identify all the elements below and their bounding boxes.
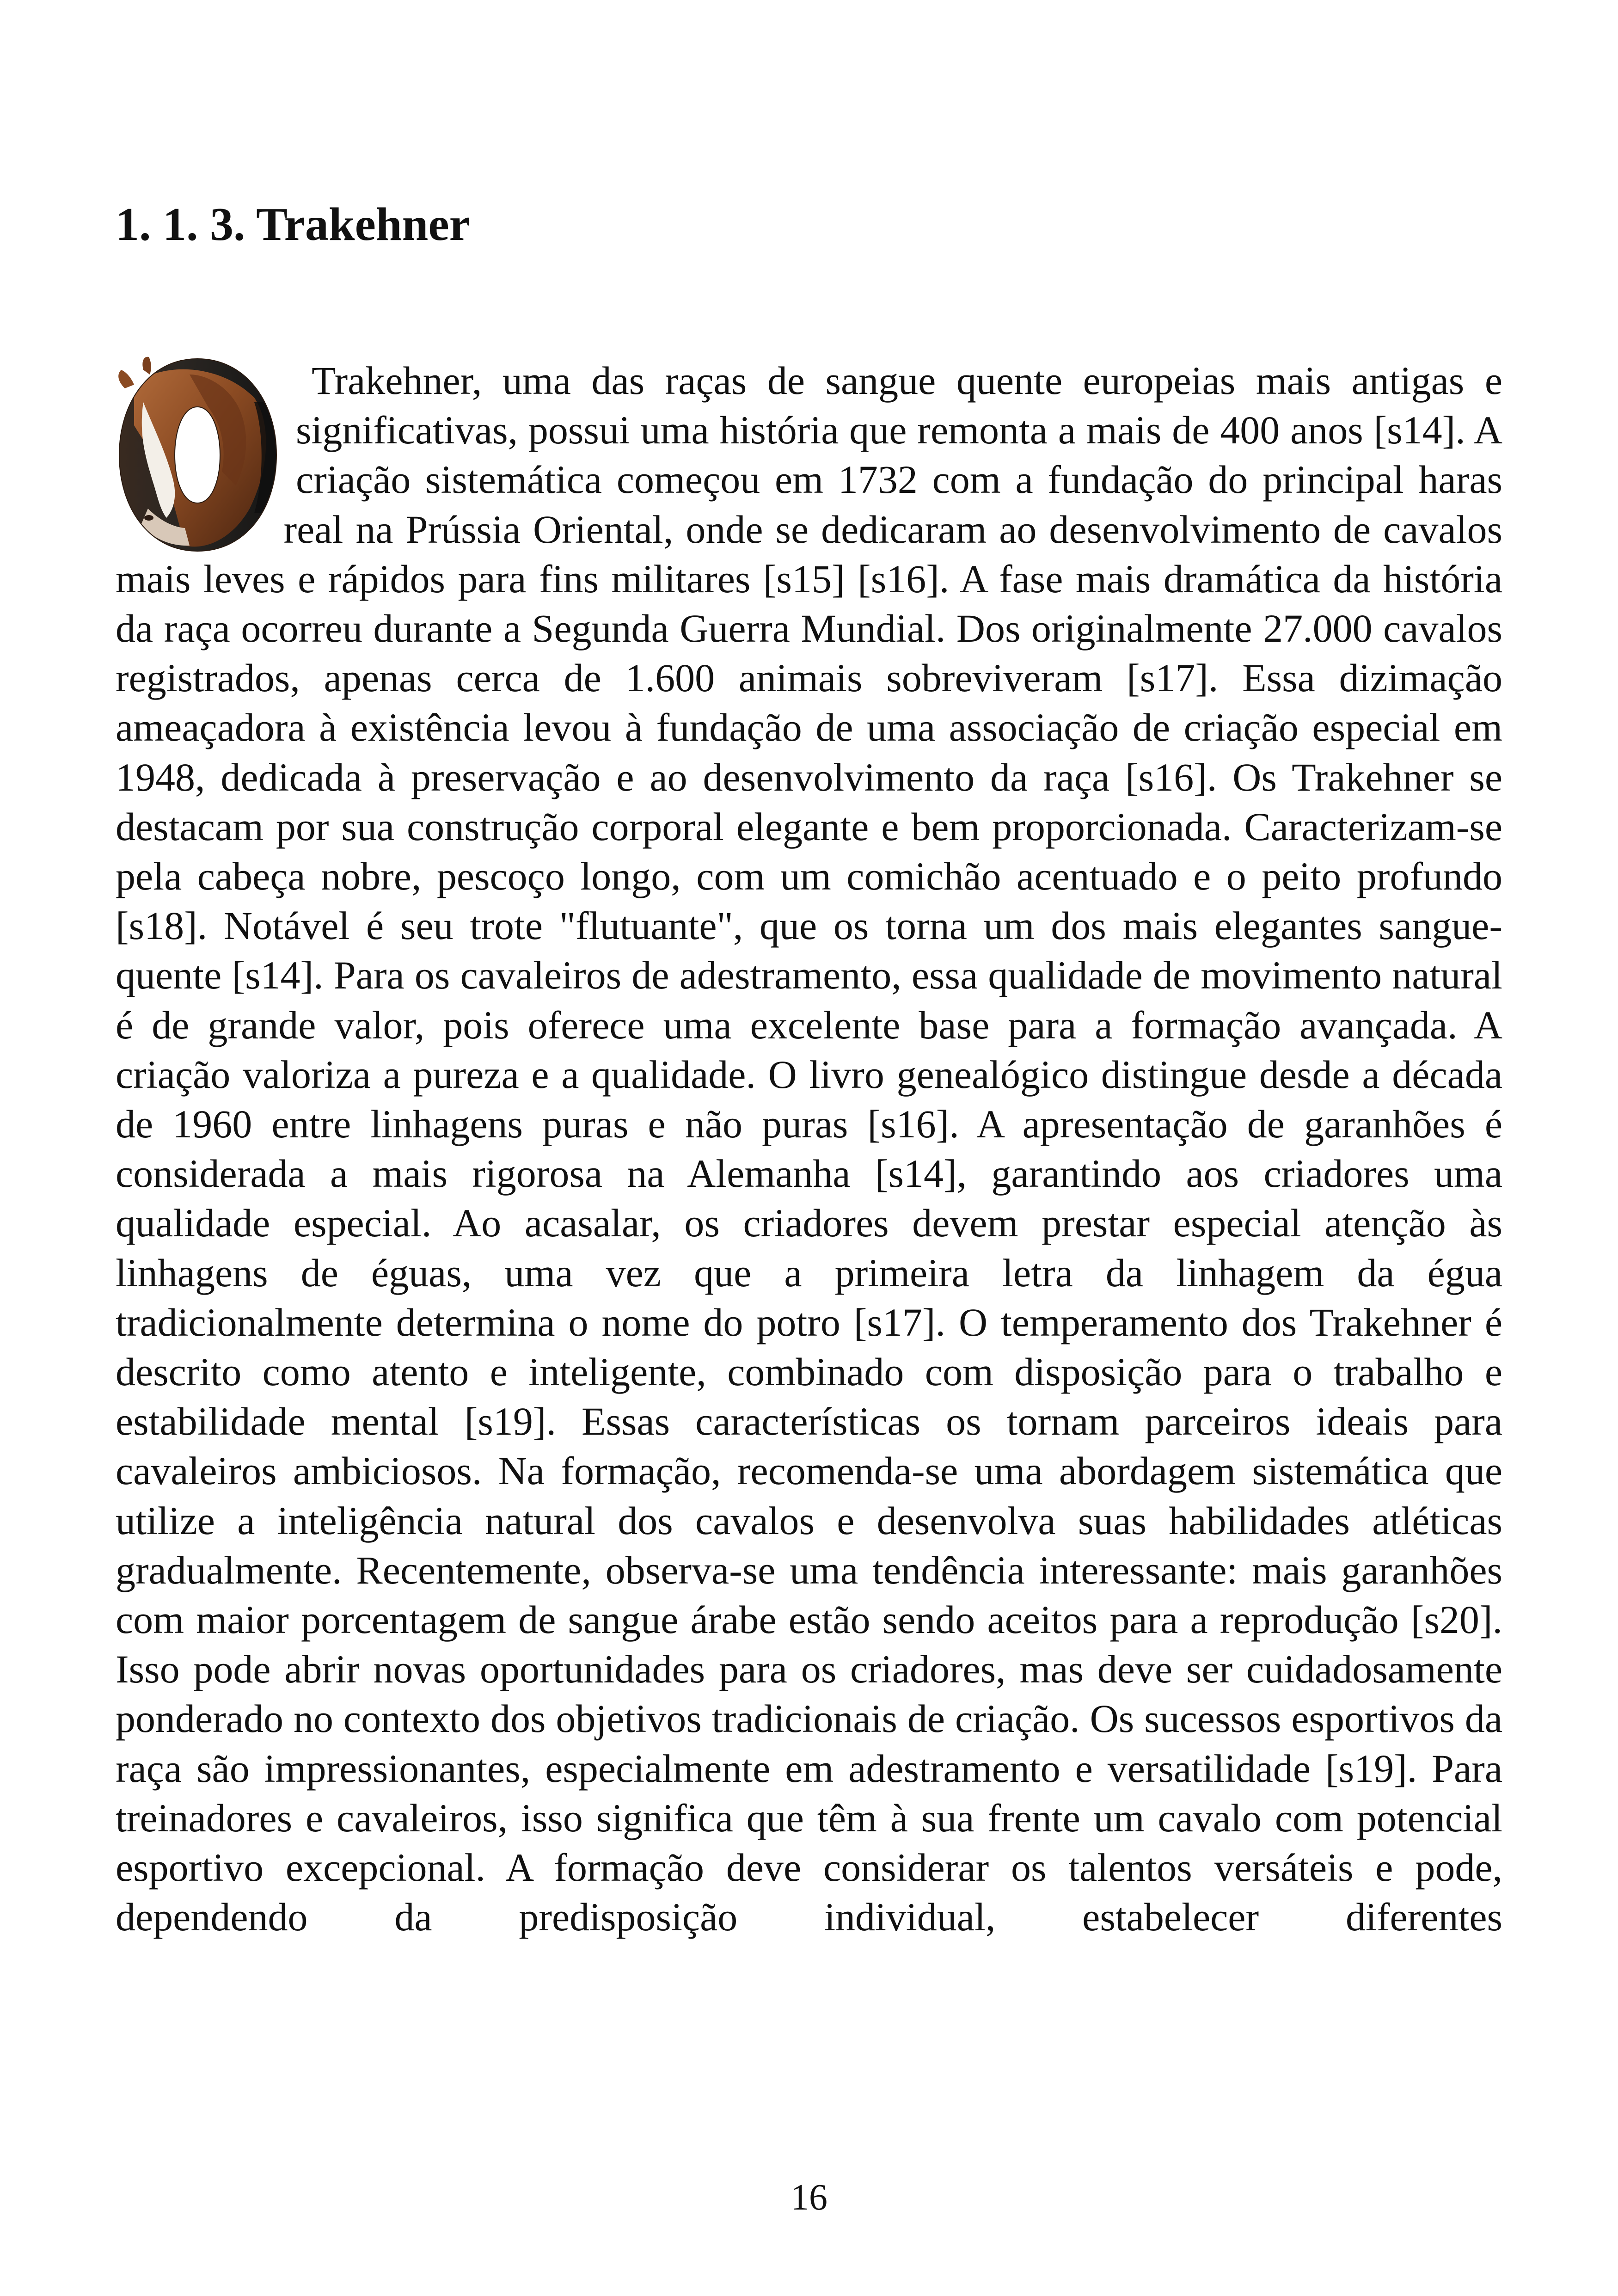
horse-head-icon [116,356,280,554]
drop-cap-ring [116,356,280,554]
body-paragraph [116,356,1502,1942]
page-number: 16 [791,2177,827,2218]
section-heading: 1. 1. 3. Trakehner [116,198,470,251]
drop-cap-letter-o [116,356,280,554]
body-text: Trakehner, uma das raças de sangue quente europeias mais antigas e significativas, possui uma história que remonta a mais de 400 anos [s14]. A criação sistemática começou em 1732 com a fundação do principal haras real na Prússia Oriental, onde se dedicaram ao desenvolvimento de cavalos mais leves e rápidos para fins militares [s15] [s16]. A fase mais dramática da história da raça ocorreu durante a Segunda Guerra Mundial. Dos originalmente 27.000 cavalos registrados, apenas cerca de 1.600 animais sobreviveram [s17]. Essa dizimação ameaçadora à existência levou à fundação de uma associação de criação especial em 1948, dedicada à preservação e ao desenvolvimento da raça [s16]. Os Trakehner se destacam por sua construção corporal elegante e bem proporcionada. Caracterizam-se pela cabeça nobre, pescoço longo, com um comichão acentuado e o peito profundo [s18]. Notável é seu trote "flutuante", que os torna um dos mais elegantes sangue-quente [s14]. Para os cavaleiros de adestramento, essa qualidade de movimento natural é de grande valor, pois oferece uma excelente base para a formação avançada. A criação valoriza a pureza e a qualidade. O livro genealógico distingue desde a década de 1960 entre linhagens puras e não puras [s16]. A apresentação de garanhões é considerada a mais rigorosa na Alemanha [s14], garantindo aos criadores uma qualidade especial. Ao acasalar, os criadores devem prestar especial atenção às linhagens de éguas, uma vez que a primeira letra da linhagem da égua tradicionalmente determina o nome do potro [s17]. O temperamento dos Trakehner é descrito como atento e inteligente, combinado com disposição para o trabalho e estabilidade mental [s19]. Essas características os tornam parceiros ideais para cavaleiros ambiciosos. Na formação, recomenda-se uma abordagem sistemática que utilize a inteligência natural dos cavalos e desenvolva suas habilidades atléticas gradualmente. Recentemente, observa-se uma tendência interessante: mais garanhões com maior porcentagem de sangue árabe estão sendo aceitos para a reprodução [s20]. Isso pode abrir novas oportunidades para os criadores, mas deve ser cuidadosamente ponderado no contexto dos objetivos tradicionais de criação. Os sucessos esportivos da raça são impressionantes, especialmente em adestramento e versatilidade [s19]. Para treinadores e cavaleiros, isso significa que têm à sua frente um cavalo com potencial esportivo excepcional. A formação deve considerar os talentos versáteis e pode, dependendo da predisposição individual, estabelecer diferentes [116,358,1502,1940]
